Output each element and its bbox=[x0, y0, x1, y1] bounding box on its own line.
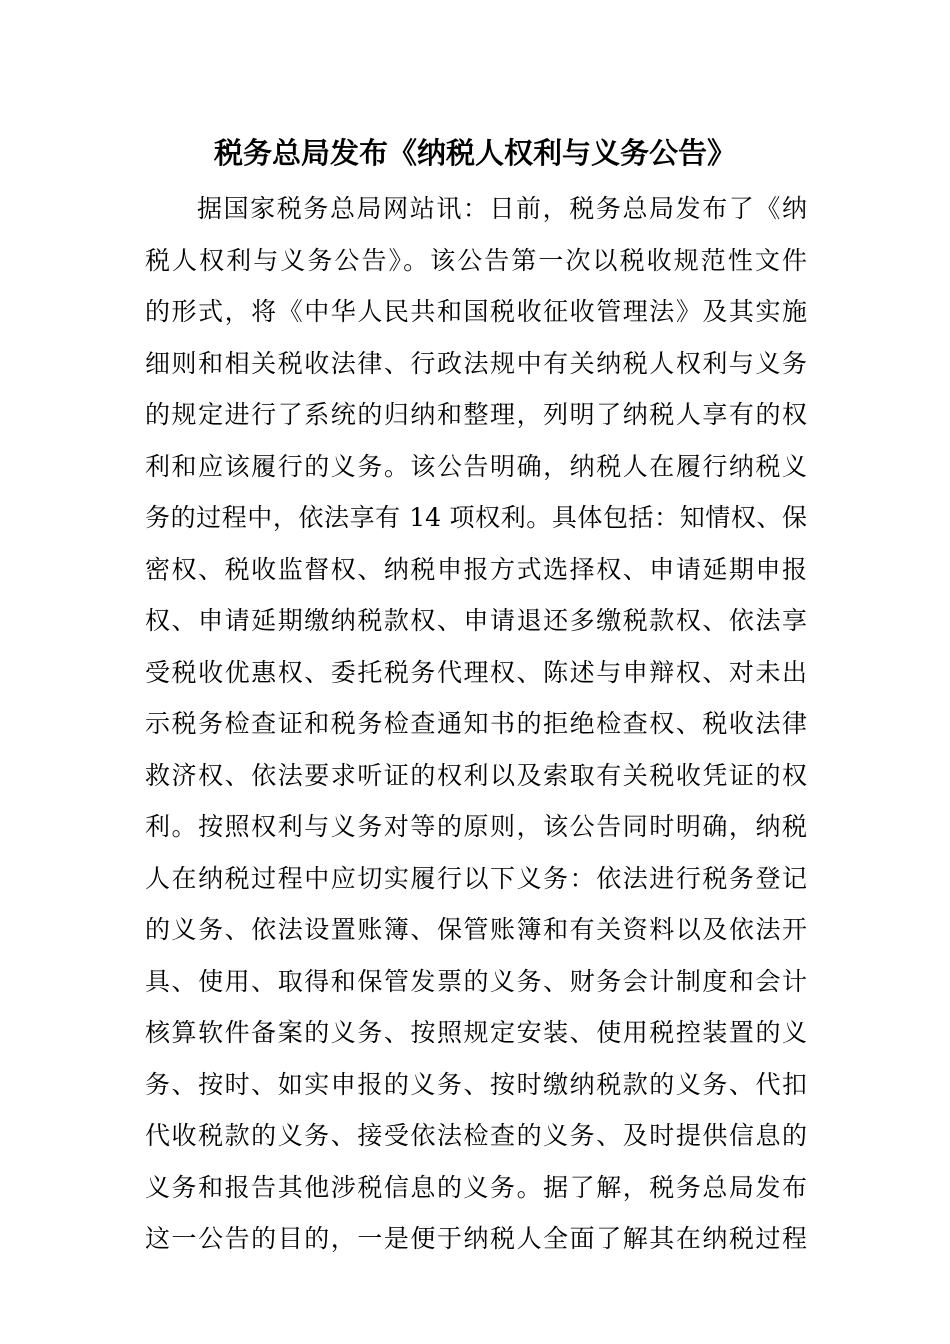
body-line: 据国家税务总局网站讯：日前，税务总局发布了《纳 bbox=[197, 194, 807, 223]
body-line: 示税务检查证和税务检查通知书的拒绝检查权、税收法律 bbox=[145, 709, 807, 738]
document-body bbox=[145, 183, 807, 1265]
body-line: 的形式，将《中华人民共和国税收征收管理法》及其实施 bbox=[145, 297, 807, 326]
body-line: 利和应该履行的义务。该公告明确，纳税人在履行纳税义 bbox=[145, 451, 807, 481]
body-line: 受税收优惠权、委托税务代理权、陈述与申辩权、对未出 bbox=[145, 657, 807, 687]
body-line: 具、使用、取得和保管发票的义务、财务会计制度和会计 bbox=[145, 966, 807, 996]
body-line: 的规定进行了系统的归纳和整理，列明了纳税人享有的权 bbox=[145, 400, 807, 429]
body-line: 权、申请延期缴纳税款权、申请退还多缴税款权、依法享 bbox=[145, 606, 807, 635]
body-line: 利。按照权利与义务对等的原则，该公告同时明确，纳税 bbox=[145, 812, 807, 841]
document-title: 税务总局发布《纳税人权利与义务公告》 bbox=[213, 136, 736, 170]
body-line: 救济权、依法要求听证的权利以及索取有关税收凭证的权 bbox=[145, 760, 807, 790]
body-line: 务、按时、如实申报的义务、按时缴纳税款的义务、代扣 bbox=[145, 1069, 807, 1099]
body-line: 务的过程中，依法享有 14 项权利。具体包括：知情权、保 bbox=[145, 503, 807, 532]
body-line: 细则和相关税收法律、行政法规中有关纳税人权利与义务 bbox=[145, 348, 807, 378]
body-line: 义务和报告其他涉税信息的义务。据了解，税务总局发布 bbox=[145, 1172, 807, 1202]
body-line: 人在纳税过程中应切实履行以下义务：依法进行税务登记 bbox=[145, 863, 807, 893]
body-line: 密权、税收监督权、纳税申报方式选择权、申请延期申报 bbox=[145, 554, 807, 584]
body-line: 核算软件备案的义务、按照规定安装、使用税控装置的义 bbox=[145, 1018, 807, 1047]
body-line: 代收税款的义务、接受依法检查的义务、及时提供信息的 bbox=[145, 1121, 807, 1150]
body-line: 税人权利与义务公告》。该公告第一次以税收规范性文件 bbox=[145, 245, 807, 275]
body-line: 这一公告的目的，一是便于纳税人全面了解其在纳税过程 bbox=[145, 1224, 807, 1253]
body-line: 的义务、依法设置账簿、保管账簿和有关资料以及依法开 bbox=[145, 915, 807, 944]
